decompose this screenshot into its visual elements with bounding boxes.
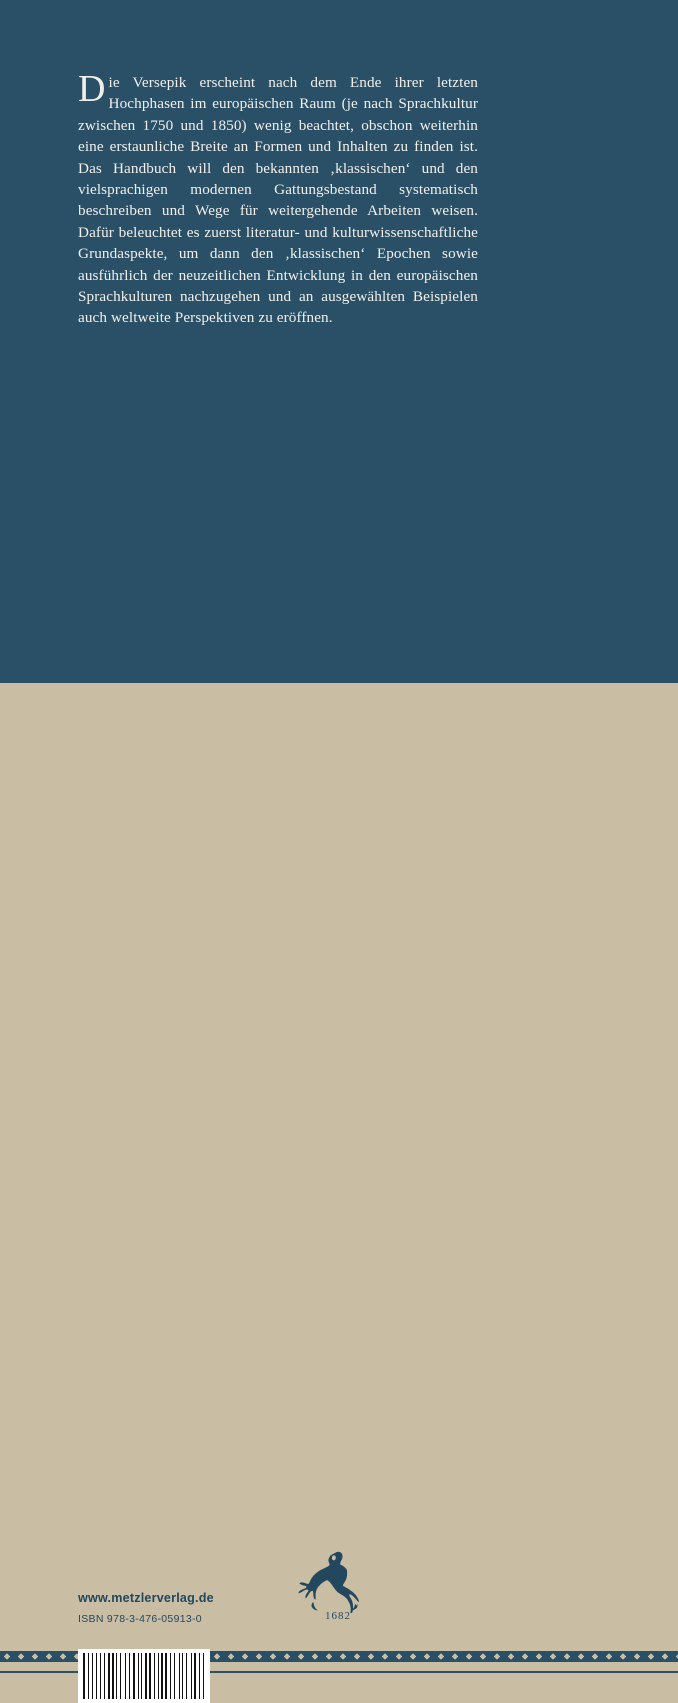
barcode-bar: [148, 1653, 149, 1699]
barcode-bar: [93, 1653, 95, 1699]
barcode-bar: [98, 1653, 99, 1699]
rearing-horse-icon: [288, 1551, 388, 1613]
barcode-bar: [83, 1653, 85, 1699]
barcode-bar: [122, 1653, 124, 1699]
barcode-bar: [92, 1653, 93, 1699]
barcode-bar: [168, 1653, 169, 1699]
barcode-bar: [108, 1653, 110, 1699]
barcode-bar: [141, 1653, 142, 1699]
barcode-bar: [174, 1653, 175, 1699]
barcode-bar: [156, 1653, 157, 1699]
barcode-bar: [203, 1653, 204, 1699]
barcode-bar: [186, 1653, 187, 1699]
barcode-bar: [199, 1653, 200, 1699]
barcode-bar: [89, 1653, 90, 1699]
barcode-bar: [164, 1653, 165, 1699]
barcode-bar: [118, 1653, 119, 1699]
cover-bottom-panel: [0, 683, 678, 1625]
publisher-website[interactable]: www.metzlerverlag.de: [78, 1591, 214, 1605]
barcode-bar: [192, 1653, 193, 1699]
publisher-logo: [288, 1551, 388, 1635]
barcode-bar: [161, 1653, 162, 1699]
barcode-bar: [127, 1653, 128, 1699]
publisher-logo-year: 1682: [325, 1610, 351, 1622]
barcode-bar: [125, 1653, 126, 1699]
blurb-dropcap: D: [78, 68, 106, 110]
barcode-bar: [149, 1653, 151, 1699]
barcode-bar: [180, 1653, 181, 1699]
barcode-bar: [204, 1653, 205, 1699]
barcode-bar: [145, 1653, 146, 1699]
barcode-bar: [96, 1653, 97, 1699]
barcode-bar: [131, 1653, 132, 1699]
barcode-bar: [112, 1653, 113, 1699]
barcode-bar: [176, 1653, 178, 1699]
barcode-bar: [104, 1653, 105, 1699]
barcode-bar: [106, 1653, 107, 1699]
barcode-bar: [194, 1653, 196, 1699]
barcode-bar: [140, 1653, 141, 1699]
barcode-bar: [154, 1653, 155, 1699]
barcode-bar: [197, 1653, 198, 1699]
barcode-bar: [158, 1653, 159, 1699]
barcode-bar: [115, 1653, 116, 1699]
barcode-bar: [160, 1653, 161, 1699]
isbn-barcode: [78, 1649, 210, 1703]
barcode-bar: [133, 1653, 135, 1699]
barcode-bar: [88, 1653, 89, 1699]
barcode-bar: [100, 1653, 101, 1699]
barcode-bar: [182, 1653, 183, 1699]
barcode-bar: [138, 1653, 139, 1699]
barcode-bar: [172, 1653, 173, 1699]
barcode-bar: [179, 1653, 180, 1699]
blurb-text-block: [78, 68, 478, 329]
barcode-bar: [165, 1653, 167, 1699]
barcode-bar: [143, 1653, 144, 1699]
barcode-bar: [102, 1653, 103, 1699]
barcode-bar: [120, 1653, 121, 1699]
barcode-bar: [86, 1653, 87, 1699]
barcode-bar: [129, 1653, 130, 1699]
barcode-bar: [184, 1653, 185, 1699]
blurb-body: ie Versepik erscheint nach dem Ende ihrer letzten Hochphasen im europäischen Raum (je nach Sprachkultur zwischen 1750 und 1850) wenig beachtet, obschon weiterhin eine erstaunliche Breite an Formen und Inhalten zu finden ist. Das Handbuch will den bekannten ‚klassischen‘ und den vielsprachigen modernen Gattungsbestand systematisch beschreiben und Wege für weitergehende Arbeiten weisen. Dafür beleuchtet es zuerst literatur- und kulturwissenschaftliche Grundaspekte, um dann den ‚klassischen‘ Epochen sowie ausführlich der neuzeitlichen Entwicklung in den europäischen Sprachkulturen nachzugehen und an ausgewählten Beispielen auch weltweite Perspektiven zu eröffnen.: [78, 74, 478, 327]
barcode-bar: [170, 1653, 171, 1699]
barcode-bar: [200, 1653, 201, 1699]
isbn-text: ISBN 978-3-476-05913-0: [78, 1613, 202, 1625]
barcode-bar: [111, 1653, 112, 1699]
barcode-bar: [152, 1653, 153, 1699]
barcode-bar: [191, 1653, 192, 1699]
barcode-bar: [188, 1653, 189, 1699]
barcode-bar: [116, 1653, 117, 1699]
cover-top-panel: [0, 0, 678, 683]
barcode-bar: [136, 1653, 137, 1699]
